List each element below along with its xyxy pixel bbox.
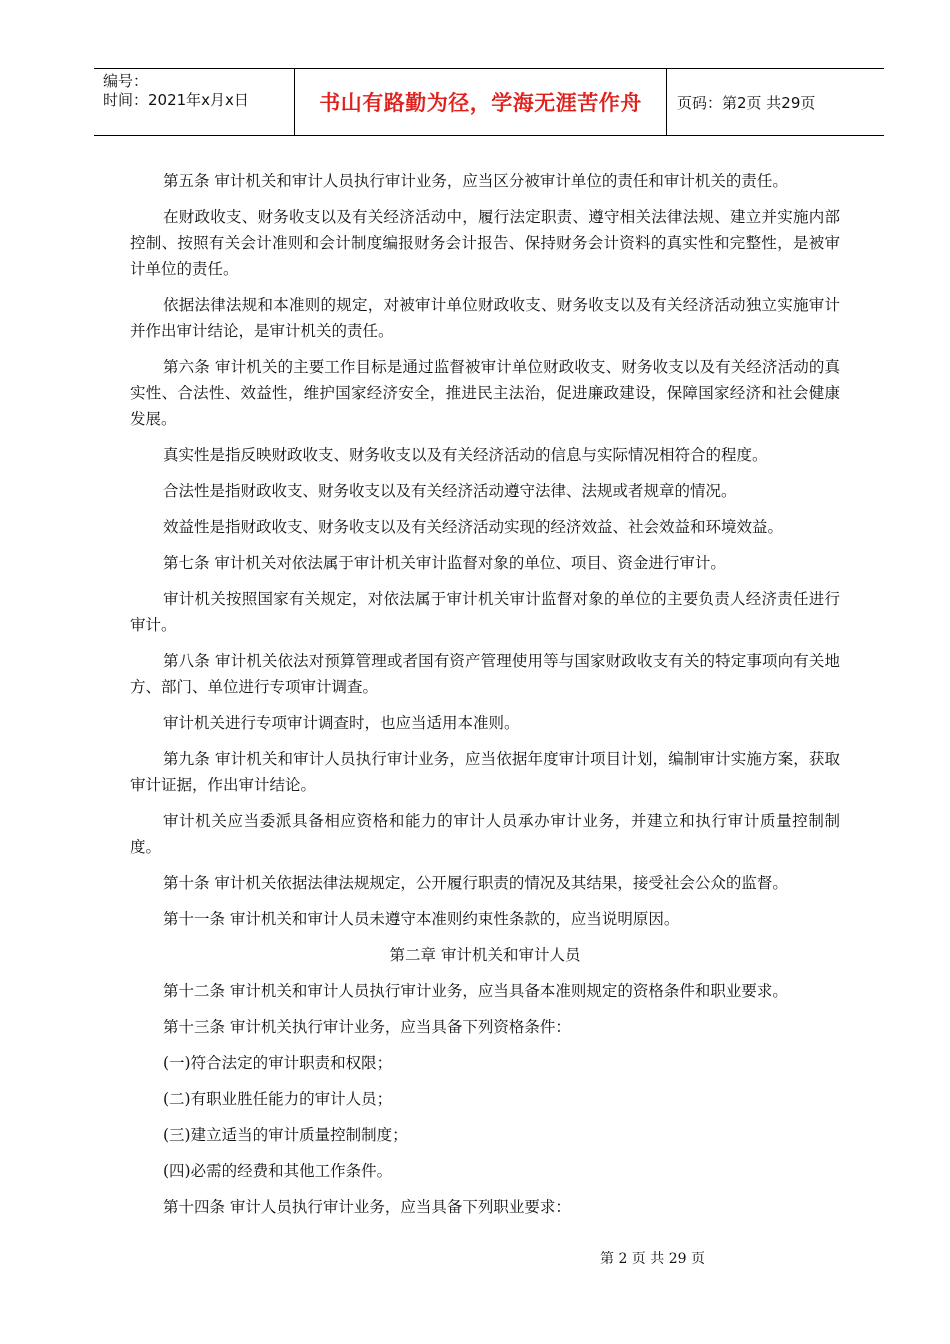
- page-footer: 第 2 页 共 29 页: [600, 1251, 705, 1267]
- paragraph: 第九条 审计机关和审计人员执行审计业务，应当依据年度审计项目计划，编制审计实施方案，获取审计证据，作出审计结论。: [130, 750, 840, 794]
- number-label: 编号：: [103, 72, 149, 90]
- paragraph: 依据法律法规和本准则的规定，对被审计单位财政收支、财务收支以及有关经济活动独立实施审计并作出审计结论，是审计机关的责任。: [130, 296, 840, 340]
- paragraph: 审计机关进行专项审计调查时，也应当适用本准则。: [163, 714, 520, 732]
- paragraph: 审计机关按照国家有关规定，对依法属于审计机关审计监督对象的单位的主要负责人经济责任进行审计。: [130, 590, 840, 634]
- paragraph: 真实性是指反映财政收支、财务收支以及有关经济活动的信息与实际情况相符合的程度。: [163, 446, 768, 464]
- paragraph: 第十四条 审计人员执行审计业务，应当具备下列职业要求：: [163, 1198, 571, 1216]
- header-page-label: 页码：第2页 共29页: [677, 93, 816, 112]
- paragraph: 第八条 审计机关依法对预算管理或者国有资产管理使用等与国家财政收支有关的特定事项向有关地方、部门、单位进行专项审计调查。: [130, 652, 840, 696]
- paragraph: 第六条 审计机关的主要工作目标是通过监督被审计单位财政收支、财务收支以及有关经济活动的真实性、合法性、效益性，维护国家经济安全，推进民主法治，促进廉政建设，保障国家经济和社会健康发展。: [130, 358, 840, 428]
- paragraph: 效益性是指财政收支、财务收支以及有关经济活动实现的经济效益、社会效益和环境效益。: [163, 518, 784, 536]
- header-motto: 书山有路勤为径，学海无涯苦作舟: [295, 69, 667, 135]
- list-item: (三)建立适当的审计质量控制制度；: [163, 1126, 408, 1144]
- paragraph: 合法性是指财政收支、财务收支以及有关经济活动遵守法律、法规或者规章的情况。: [163, 482, 737, 500]
- paragraph: 第五条 审计机关和审计人员执行审计业务，应当区分被审计单位的责任和审计机关的责任。: [163, 172, 788, 190]
- list-item: (二)有职业胜任能力的审计人员；: [163, 1090, 393, 1108]
- time-label: 时间：2021年x月x日: [103, 91, 249, 109]
- paragraph: 在财政收支、财务收支以及有关经济活动中，履行法定职责、遵守相关法律法规、建立并实施内部控制、按照有关会计准则和会计制度编报财务会计报告、保持财务会计资料的真实性和完整性，是被审计单位的责任。: [130, 208, 840, 278]
- paragraph: 审计机关应当委派具备相应资格和能力的审计人员承办审计业务，并建立和执行审计质量控制制度。: [130, 812, 840, 856]
- paragraph: 第七条 审计机关对依法属于审计机关审计监督对象的单位、项目、资金进行审计。: [163, 554, 726, 572]
- chapter-heading: 第二章 审计机关和审计人员: [389, 946, 581, 964]
- list-item: (一)符合法定的审计职责和权限；: [163, 1054, 393, 1072]
- paragraph: 第十二条 审计机关和审计人员执行审计业务，应当具备本准则规定的资格条件和职业要求。: [163, 982, 788, 1000]
- header-meta: [94, 69, 295, 135]
- paragraph: 第十条 审计机关依据法律法规规定，公开履行职责的情况及其结果，接受社会公众的监督。: [163, 874, 788, 892]
- document-body: [130, 168, 840, 1230]
- page-header: [94, 68, 884, 136]
- paragraph: 第十三条 审计机关执行审计业务，应当具备下列资格条件：: [163, 1018, 571, 1036]
- paragraph: 第十一条 审计机关和审计人员未遵守本准则约束性条款的，应当说明原因。: [163, 910, 680, 928]
- list-item: (四)必需的经费和其他工作条件。: [163, 1162, 393, 1180]
